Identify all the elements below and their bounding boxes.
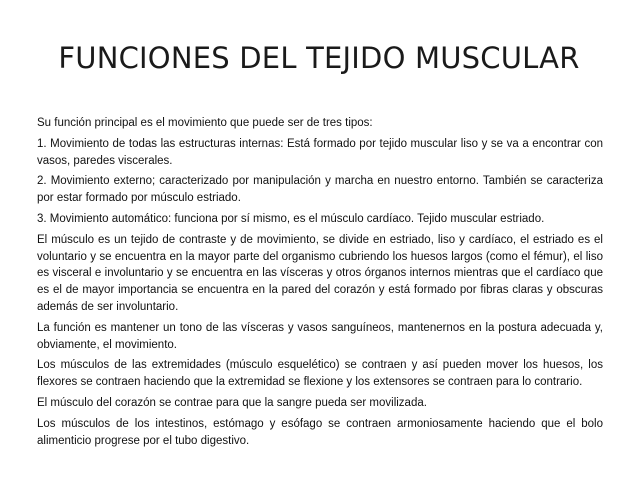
- slide-title: FUNCIONES DEL TEJIDO MUSCULAR: [58, 41, 580, 75]
- paragraph-heart: El músculo del corazón se contrae para que la sangre pueda ser movilizada.: [37, 396, 427, 409]
- paragraph-intro: Su función principal es el movimiento que puede ser de tres tipos:: [37, 117, 373, 129]
- paragraph-muscle-types: El músculo es un tejido de contraste y de movimiento, se divide en estriado, liso y cardíaco, el estriado es el voluntario y se encuentra en la mayor parte del organismo cubriendo los huesos largos (como el fémur), el liso es visceral e involuntario y se encuentra en las vísceras y otros órganos internos mientras que el cardíaco que es el de mayor importancia se encuentra en la pared del corazón y está formado por fibras claras y obscuras además de ser involuntario.: [37, 233, 603, 313]
- paragraph-external-movement: 2. Movimiento externo; caracterizado por manipulación y marcha en nuestro entorno. También se caracteriza por estar formado por músculo estriado.: [37, 175, 603, 205]
- paragraph-extremities: Los músculos de las extremidades (músculo esquelético) se contraen y así pueden mover los huesos, los flexores se contraen haciendo que la extremidad se flexione y los extensores se contraen para lo contrario.: [37, 359, 603, 389]
- paragraph-intestines: Los músculos de los intestinos, estómago y esófago se contraen armoniosamente haciendo que el bolo alimenticio progrese por el tubo digestivo.: [37, 417, 603, 447]
- paragraph-internal-movement: 1. Movimiento de todas las estructuras internas: Está formado por tejido muscular liso y se va a encontrar con vasos, paredes viscerales.: [37, 137, 603, 167]
- paragraph-automatic-movement: 3. Movimiento automático: funciona por sí mismo, es el músculo cardíaco. Tejido muscular estriado.: [37, 212, 545, 225]
- slide-body: [37, 115, 603, 453]
- paragraph-function: La función es mantener un tono de las vísceras y vasos sanguíneos, mantenernos en la postura adecuada y, obviamente, el movimiento.: [37, 321, 603, 351]
